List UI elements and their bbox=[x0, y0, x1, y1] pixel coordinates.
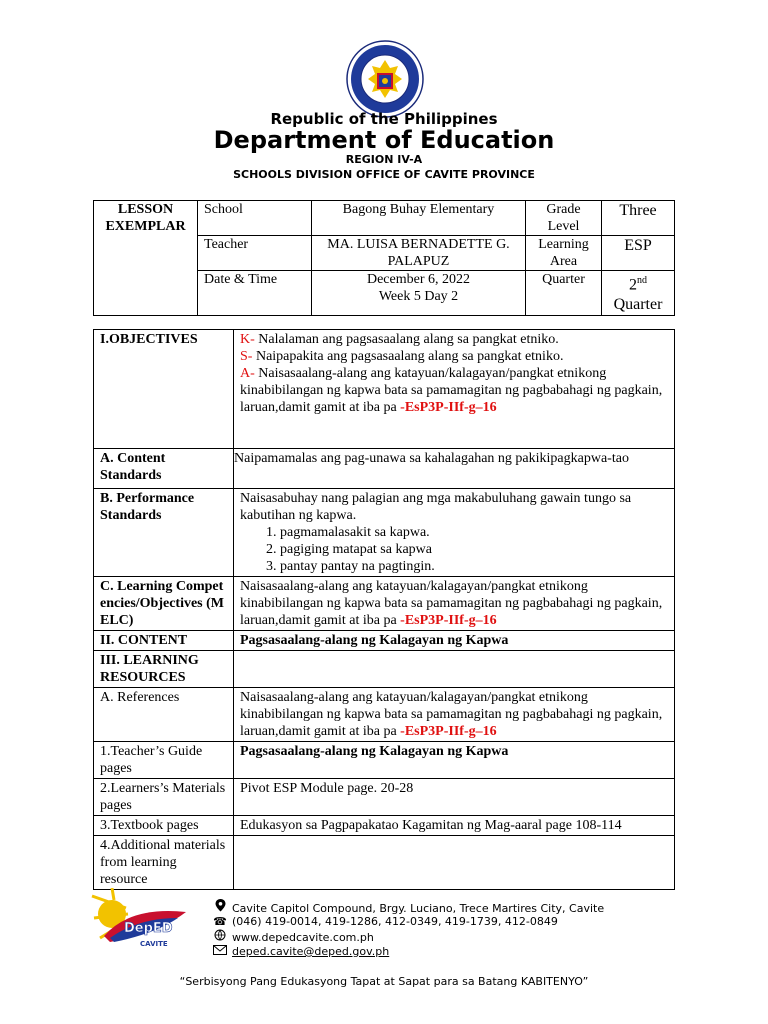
content-label: II. CONTENT bbox=[94, 631, 234, 651]
objective-knowledge bbox=[240, 331, 668, 348]
a-text: Naisasaalang-alang ang katayuan/kalagayan/pangkat etnikong kinabibilangan ng kapwa bata sa pamamagitan ng pagbabahagi ng pagkain, laruan,damit gamit at iba pa bbox=[240, 366, 663, 415]
quarter-label: Quarter bbox=[526, 271, 602, 316]
content-standards-label: A. Content Standards bbox=[94, 449, 234, 489]
melc-content bbox=[234, 577, 675, 631]
logo-text: DepED bbox=[124, 921, 173, 936]
objectives-row bbox=[94, 330, 675, 449]
teachers-guide-text: Pagsasaalang-alang ng Kalagayan ng Kapwa bbox=[234, 742, 675, 779]
learners-materials-label: 2.Learners’s Materials pages bbox=[94, 779, 234, 816]
footer-phones bbox=[212, 914, 558, 929]
republic-title: Republic of the Philippines bbox=[270, 110, 498, 128]
teacher-value: MA. LUISA BERNADETTE G. PALAPUZ bbox=[312, 236, 526, 271]
objectives-content bbox=[234, 330, 675, 449]
teacher-label: Teacher bbox=[198, 236, 312, 271]
textbook-text: Edukasyon sa Pagpapakatao Kagamitan ng Mag-aaral page 108-114 bbox=[234, 816, 675, 836]
references-row bbox=[94, 688, 675, 742]
footer-website bbox=[212, 929, 374, 945]
department-title: Department of Education bbox=[213, 126, 555, 154]
deped-seal-icon bbox=[346, 40, 424, 118]
additional-materials-label: 4.Additional materials from learning resource bbox=[94, 836, 234, 890]
learning-area-value: ESP bbox=[602, 236, 675, 271]
melc-code: -EsP3P-IIf-g–16 bbox=[400, 613, 497, 628]
grade-level-value: Three bbox=[602, 201, 675, 236]
telephone-icon: ☎ bbox=[213, 915, 227, 928]
performance-standards-list bbox=[240, 524, 668, 575]
melc-label: C. Learning Competencies/Objectives (MELC) bbox=[94, 577, 234, 631]
references-label: A. References bbox=[94, 688, 234, 742]
performance-standards-label: B. Performance Standards bbox=[94, 489, 234, 577]
learning-area-label: Learning Area bbox=[526, 236, 602, 271]
quarter-number: 2 bbox=[629, 276, 637, 294]
logo-subtext: CAVITE bbox=[140, 940, 168, 948]
list-item: 3. pantay pantay na pagtingin. bbox=[280, 558, 668, 575]
performance-standards-text: Naisasabuhay nang palagian ang mga makabuluhang gawain tungo sa kabutihan ng kapwa. bbox=[240, 491, 632, 523]
date-time-label: Date & Time bbox=[198, 271, 312, 316]
learners-materials-row bbox=[94, 779, 675, 816]
lesson-plan-table bbox=[93, 329, 675, 890]
objective-skill bbox=[240, 348, 668, 365]
performance-standards-row bbox=[94, 489, 675, 577]
date-time-value bbox=[312, 271, 526, 316]
k-prefix: K- bbox=[240, 332, 255, 347]
content-standards-text: Naipamamalas ang pag-unawa sa kahalagahan ng pakikipagkapwa-tao bbox=[234, 449, 675, 489]
performance-standards-content bbox=[234, 489, 675, 577]
phones-text: (046) 419-0014, 419-1286, 412-0349, 419-1739, 412-0849 bbox=[232, 915, 558, 928]
school-value: Bagong Buhay Elementary bbox=[312, 201, 526, 236]
footer-email bbox=[212, 944, 389, 959]
quarter-value bbox=[602, 271, 675, 316]
additional-materials-text bbox=[234, 836, 675, 890]
division-label: SCHOOLS DIVISION OFFICE OF CAVITE PROVINCE bbox=[233, 168, 535, 181]
envelope-icon bbox=[212, 944, 228, 959]
school-label: School bbox=[198, 201, 312, 236]
content-row bbox=[94, 631, 675, 651]
quarter-word: Quarter bbox=[613, 296, 663, 314]
lesson-info-table bbox=[93, 200, 675, 316]
address-text: Cavite Capitol Compound, Brgy. Luciano, Trece Martires City, Cavite bbox=[232, 902, 605, 915]
additional-materials-row bbox=[94, 836, 675, 890]
footer-motto: “Serbisyong Pang Edukasyong Tapat at Sapat para sa Batang KABITENYO” bbox=[179, 975, 589, 988]
objective-attitude bbox=[240, 365, 668, 416]
list-item: 1. pagmamalasakit sa kapwa. bbox=[280, 524, 668, 541]
grade-level-label: Grade Level bbox=[526, 201, 602, 236]
s-prefix: S- bbox=[240, 349, 253, 364]
globe-icon bbox=[212, 929, 228, 945]
learning-resources-empty bbox=[234, 651, 675, 688]
melc-row bbox=[94, 577, 675, 631]
textbook-label: 3.Textbook pages bbox=[94, 816, 234, 836]
references-code: -EsP3P-IIf-g–16 bbox=[400, 724, 497, 739]
a-prefix: A- bbox=[240, 366, 255, 381]
content-standards-row bbox=[94, 449, 675, 489]
website-text[interactable]: www.depedcavite.com.ph bbox=[232, 931, 374, 944]
textbook-row bbox=[94, 816, 675, 836]
teachers-guide-row bbox=[94, 742, 675, 779]
teachers-guide-label: 1.Teacher’s Guide pages bbox=[94, 742, 234, 779]
content-text: Pagsasaalang-alang ng Kalagayan ng Kapwa bbox=[234, 631, 675, 651]
date-value: December 6, 2022 bbox=[366, 272, 471, 287]
objectives-label: I.OBJECTIVES bbox=[94, 330, 234, 449]
week-value: Week 5 Day 2 bbox=[378, 289, 459, 304]
region-label: REGION IV-A bbox=[345, 153, 423, 166]
learning-resources-row bbox=[94, 651, 675, 688]
melc-text: Naisasaalang-alang ang katayuan/kalagayan/pangkat etnikong kinabibilangan ng kapwa bata sa pamamagitan ng pagbabahagi ng pagkain, laruan,damit gamit at iba pa bbox=[240, 579, 663, 628]
quarter-suffix: nd bbox=[637, 275, 647, 286]
list-item: 2. pagiging matapat sa kapwa bbox=[280, 541, 668, 558]
references-content bbox=[234, 688, 675, 742]
email-link[interactable]: deped.cavite@deped.gov.ph bbox=[232, 945, 390, 958]
k-text: Nalalaman ang pagsasaalang alang sa pangkat etniko. bbox=[254, 332, 559, 347]
learning-resources-label: III. LEARNING RESOURCES bbox=[94, 651, 234, 688]
deped-cavite-logo bbox=[90, 888, 194, 950]
lesson-exemplar-label: LESSON EXEMPLAR bbox=[94, 201, 198, 316]
references-text: Naisasaalang-alang ang katayuan/kalagayan/pangkat etnikong kinabibilangan ng kapwa bata sa pamamagitan ng pagbabahagi ng pagkain, laruan,damit gamit at iba pa bbox=[240, 690, 663, 739]
s-text: Naipapakita ang pagsasaalang alang sa pangkat etniko. bbox=[252, 349, 564, 364]
learners-materials-text: Pivot ESP Module page. 20-28 bbox=[234, 779, 675, 816]
a-code: -EsP3P-IIf-g–16 bbox=[400, 400, 497, 415]
